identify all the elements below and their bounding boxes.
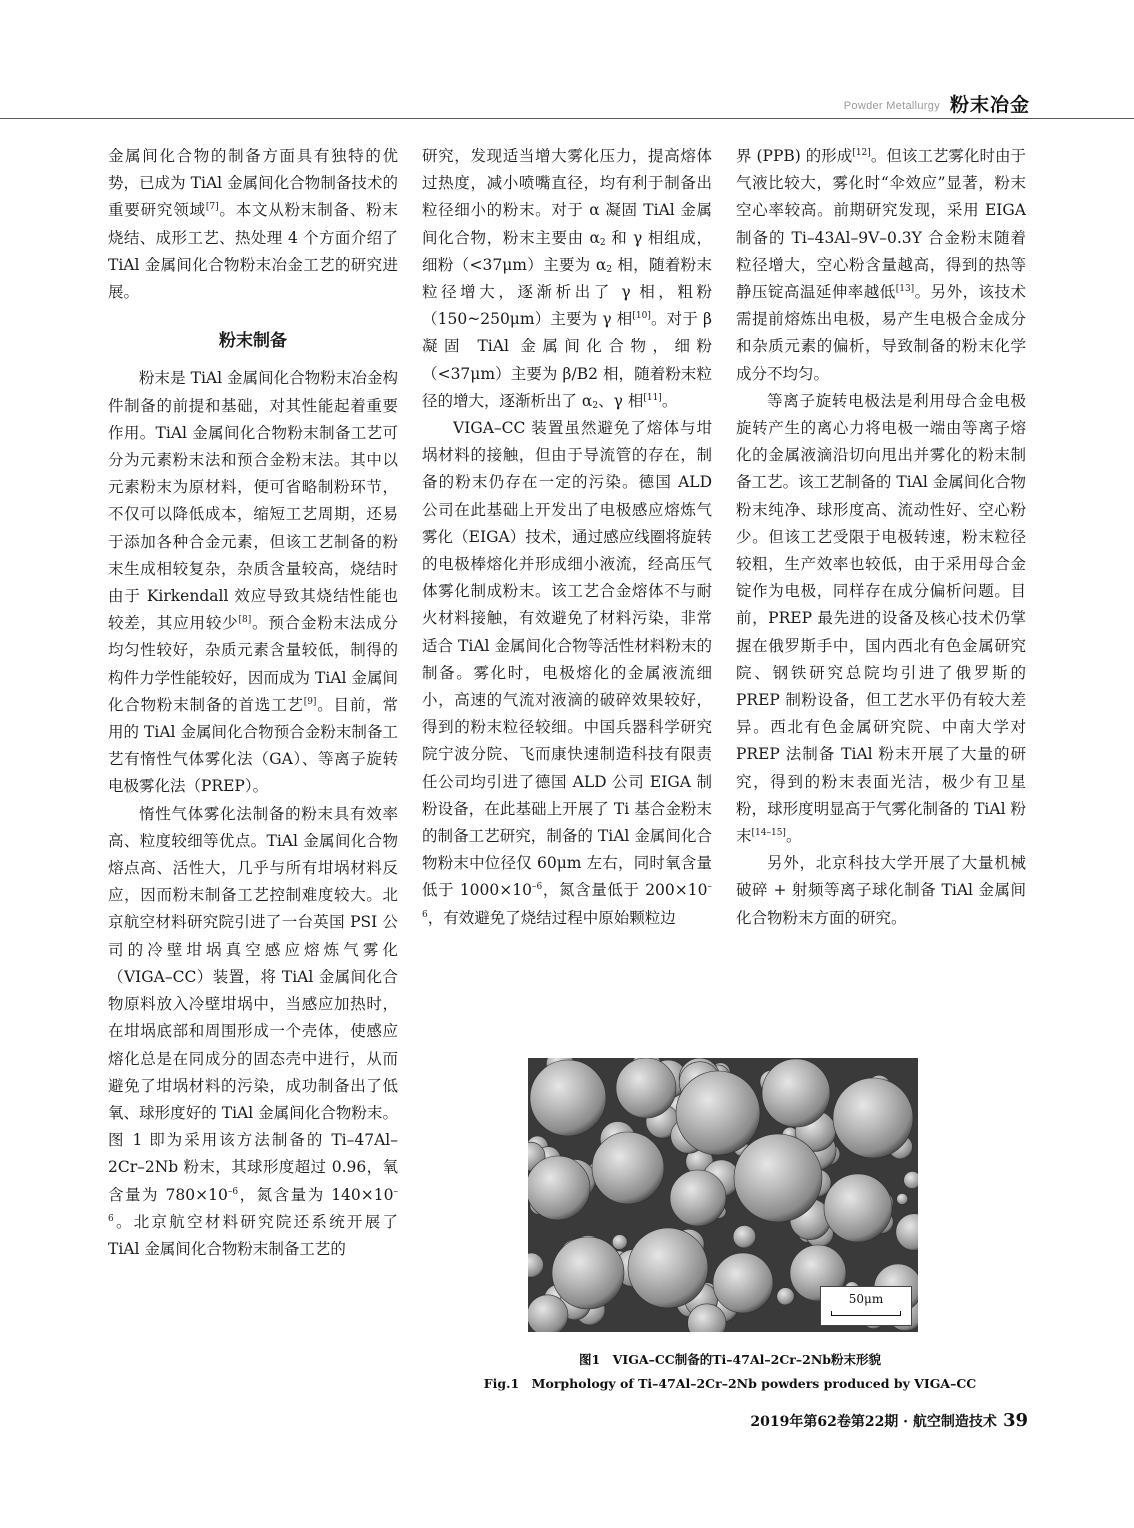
text-column-2	[422, 143, 712, 932]
paragraph	[736, 143, 1026, 388]
page-number: 39	[1002, 1410, 1028, 1431]
powder-particle	[904, 1171, 918, 1188]
paragraph	[108, 365, 398, 800]
text: 、γ 相	[598, 391, 644, 410]
exponent: –6	[531, 882, 543, 893]
powder-particle	[530, 1060, 606, 1136]
exponent: –6	[108, 1186, 398, 1224]
powder-particle	[762, 1059, 830, 1127]
text: 。本文从粉末制备、粉末烧结、成形工艺、热处理 4 个方面介绍了 TiAl 金属间化合物粉末冶金工艺的研究进展。	[108, 201, 398, 302]
text-column-1	[108, 143, 398, 1263]
text: 。对于 β 凝固 TiAl 金属间化合物，细粉（<37μm）主要为 β/B2 相，随着粉末粒径的增大，逐渐析出了 α	[422, 310, 713, 410]
powder-particle	[628, 1228, 708, 1308]
paragraph	[422, 143, 712, 415]
text: 和 γ 相组成，细粉（<37μm）主要为 α	[422, 228, 712, 274]
text: 等离子旋转电极法是利用母合金电极旋转产生的离心力将电极一端由等离子熔化的金属液滴沿切向甩出并雾化的粉末制备工艺。该工艺制备的 TiAl 金属间化合物粉末纯净、球形度高、流动性好、空心粉少。但该工艺受限于电极转速，粉末粒径较粗，生产效率也较低，由于采用母合金锭作为电极，同样存在成分偏析问题。目前，PREP 最先进的设备及核心技术仍掌握在俄罗斯手中，国内西北有色金属研究院、钢铁研究总院均引进了俄罗斯的 PREP 制粉设备，但工艺水平仍有较大差异。西北有色金属研究院、中南大学对 PREP 法制备 TiAl 粉末开展了大量的研究，得到的粉末表面光洁，极少有卫星粉，球形度明显高于气雾化制备的 TiAl 粉末	[736, 391, 1026, 846]
text: ，氮含量低于 200×10	[542, 881, 708, 900]
text: 界 (PPB) 的形成	[736, 147, 853, 165]
citation: [7]	[205, 202, 219, 213]
powder-particle	[616, 1058, 676, 1118]
exponent: –6	[227, 1186, 239, 1197]
journal-name-zh: 粉末冶金	[949, 94, 1030, 116]
text: 粉末是 TiAl 金属间化合物粉末冶金构件制备的前提和基础，对其性能起着重要作用。TiAl 金属间化合物粉末制备工艺可分为元素粉末法和预合金粉末法。其中以元素粉末为原材料，便可省略制粉环节，不仅可以降低成本，缩短工艺周期，还易于添加各种合金元素，但该工艺制备的粉末生成相较复杂，杂质含量较高，烧结时由于 Kirkendall 效应导致其烧结性能也较差，其应用较少	[108, 369, 398, 633]
citation: [11]	[643, 392, 662, 403]
paragraph	[422, 415, 712, 932]
powder-particle	[612, 1235, 627, 1250]
citation: [12]	[852, 148, 871, 158]
exponent: –6	[422, 882, 712, 920]
text-column-3	[736, 143, 1026, 932]
text: ，有效避免了烧结过程中原始颗粒边	[427, 908, 676, 927]
text: 金属间化合物的制备方面具有独特的优势，已成为 TiAl 金属间化合物制备技术的重要研究领域	[108, 147, 398, 220]
powder-particle	[528, 1156, 590, 1220]
scale-bar	[831, 1311, 901, 1316]
citation: [13]	[895, 284, 915, 295]
paragraph	[736, 388, 1026, 850]
paragraph	[108, 801, 398, 1263]
paragraph	[108, 143, 398, 306]
powder-particle	[833, 1078, 913, 1158]
issue-info: 2019年第62卷第22期 · 航空制造技术	[750, 1414, 997, 1430]
text: 。	[661, 391, 678, 410]
text: 。北京航空材料研究院还系统开展了 TiAl 金属间化合物粉末制备工艺的	[108, 1212, 398, 1258]
figure-caption-zh: 图1 VIGA–CC制备的Ti–47Al–2Cr–2Nb粉末形貌	[578, 1352, 881, 1367]
text: 相，随着粉末粒径增大，逐渐析出了 γ 相，粗粉（150~250μm）主要为 γ 相	[422, 255, 712, 329]
text: 惰性气体雾化法制备的粉末具有效率高、粒度较细等优点。TiAl 金属间化合物熔点高、活性大，几乎与所有坩埚材料反应，因而粉末制备工艺控制难度较大。北京航空材料研究院引进了一台英国 PSI 公司的冷壁坩埚真空感应熔炼气雾化（VIGA–CC）装置，将 TiAl 金属间化合物原料放入冷壁坩埚中，当感应加热时，在坩埚底部和周围形成一个壳体，使感应熔化总是在同成分的固态壳中进行，从而避免了坩埚材料的污染，成功制备出了低氧、球形度好的 TiAl 金属间化合物粉末。图 1 即为采用该方法制备的 Ti–47Al–2Cr–2Nb 粉末，其球形度超过 0.96，氧含量为 780×10	[108, 804, 398, 1204]
powder-particle	[897, 1193, 908, 1204]
citation: [9]	[303, 696, 317, 707]
citation: [14–15]	[751, 828, 786, 839]
powder-particle	[713, 1253, 773, 1313]
text: VIGA–CC 装置虽然避免了熔体与坩埚材料的接触，但由于导流管的存在，制备的粉末仍存在一定的污染。德国 ALD 公司在此基础上开发出了电极感应熔炼气雾化（EIGA）技术，通过感应线圈将旋转的电极棒熔化并形成细小液流，经高压气体雾化制成粉末。该工艺合金熔体不与耐火材料接触，有效避免了材料污染，非常适合 TiAl 金属间化合物等活性材料粉末的制备。雾化时，电极熔化的金属液流细小，高速的气流对液滴的破碎效果较好，得到的粉末粒径较细。中国兵器科学研究院宁波分院、飞而康快速制造科技有限责任公司均引进了德国 ALD 公司 EIGA 制粉设备，在此基础上开展了 Ti 基合金粉末的制备工艺研究，制备的 TiAl 金属间化合物粉末中位径仅 60μm 左右，同时氧含量低于 1000×10	[422, 419, 712, 900]
scale-bar-label: 50μm	[848, 1292, 884, 1306]
citation: [10]	[632, 311, 651, 322]
text: 。但该工艺雾化时由于气液比较大，雾化时“伞效应”显著，粉末空心率较高。前期研究发现，采用 EIGA 制备的 Ti–43Al–9V–0.3Y 合金粉末随着粒径增大，空心粉含量越高，得到的热等静压锭高温延伸率越低	[736, 147, 1026, 302]
powder-particle	[552, 1237, 624, 1309]
header-rule	[0, 118, 1134, 119]
paragraph: 另外，北京科技大学开展了大量机械破碎 + 射频等离子球化制备 TiAl 金属间化合物粉末方面的研究。	[736, 854, 1026, 927]
text: 研究，发现适当增大雾化压力，提高熔体过热度，减小喷嘴直径，均有利于制备出粒径细小的粉末。对于 α 凝固 TiAl 金属间化合物，粉末主要由 α	[422, 147, 712, 247]
scale-bar-box	[820, 1286, 912, 1326]
powder-particle	[734, 1134, 822, 1222]
text: 。预合金粉末法成分均匀性较好，杂质元素含量较低，制得的构件力学性能较好，因而成为 TiAl 金属间化合物粉末制备的首选工艺	[108, 614, 398, 714]
powder-particle	[592, 1132, 664, 1204]
powder-particle	[777, 1288, 794, 1305]
subscript: 2	[592, 400, 599, 411]
figure-caption-en: Fig.1 Morphology of Ti–47Al–2Cr–2Nb powders produced by VIGA–CC	[483, 1376, 977, 1391]
text: ，氮含量为 140×10	[238, 1185, 394, 1204]
journal-name-en: Powder Metallurgy	[843, 100, 940, 112]
powder-particle	[824, 1174, 892, 1242]
page-footer	[750, 1410, 1028, 1431]
powder-particle	[676, 1071, 760, 1155]
text: 。	[785, 827, 802, 846]
subscript: 2	[606, 264, 613, 275]
sem-micrograph	[528, 1058, 918, 1332]
section-heading: 粉末制备	[219, 331, 287, 352]
citation: [8]	[238, 615, 252, 626]
running-header	[832, 88, 1032, 118]
subscript: 2	[599, 237, 606, 248]
powder-particle	[733, 1225, 756, 1248]
text: 。另外，该技术需提前熔炼出电极，易产生电极合金成分和杂质元素的偏析，导致制备的粉末化学成分不均匀。	[736, 283, 1026, 383]
powder-particle	[670, 1170, 726, 1226]
text: 。目前，常用的 TiAl 金属间化合物预合金粉末制备工艺有惰性气体雾化法（GA）、等离子旋转电极雾化法（PREP）。	[108, 695, 398, 796]
